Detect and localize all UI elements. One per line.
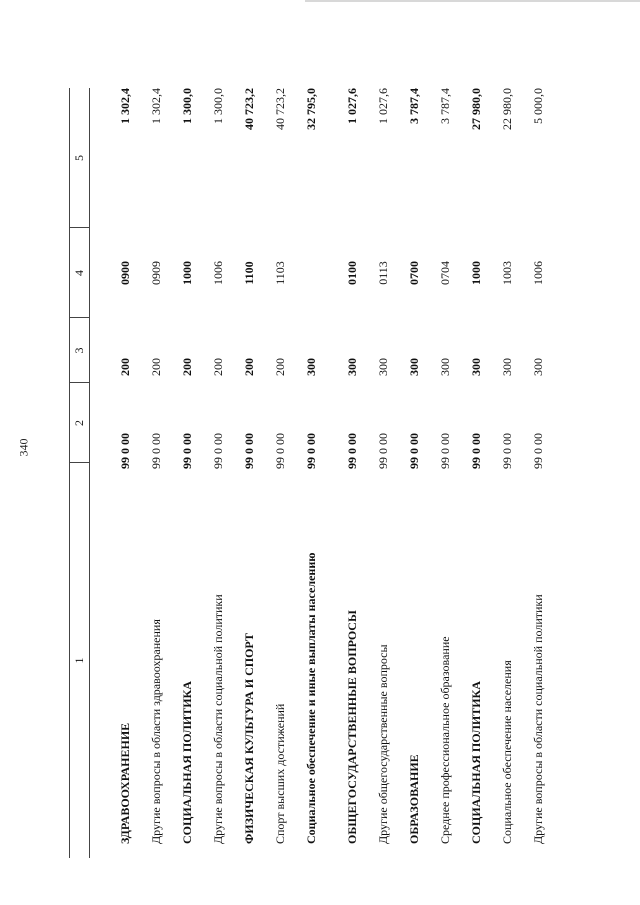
- row-vr: 300: [304, 358, 318, 376]
- row-name: ЗДРАВООХРАНЕНИЕ: [118, 722, 132, 844]
- row-rzpr: 1103: [273, 261, 287, 285]
- row-name: Социальное обеспечение и иные выплаты населению: [304, 552, 318, 844]
- table-row: [342, 88, 362, 858]
- table-row: [301, 88, 321, 858]
- row-sum: 40 723,2: [242, 88, 256, 130]
- row-vr: 300: [407, 358, 421, 376]
- row-sum: 1 300,0: [180, 88, 194, 124]
- table-row: [435, 88, 455, 858]
- row-csr: 99 0 00: [438, 433, 452, 469]
- table-row: [497, 88, 517, 858]
- row-sum: 1 302,4: [149, 88, 163, 124]
- row-csr: 99 0 00: [345, 433, 359, 469]
- row-name: ФИЗИЧЕСКАЯ КУЛЬТУРА И СПОРТ: [242, 633, 256, 844]
- row-name: Спорт высших достижений: [273, 703, 287, 844]
- header-col-5: 5: [72, 155, 86, 161]
- row-rzpr: 1000: [180, 261, 194, 285]
- row-rzpr: 0100: [345, 261, 359, 285]
- row-vr: 300: [438, 358, 452, 376]
- row-vr: 200: [273, 358, 287, 376]
- row-vr: 200: [180, 358, 194, 376]
- row-rzpr: 1006: [211, 261, 225, 285]
- row-vr: 300: [469, 358, 483, 376]
- row-csr: 99 0 00: [273, 433, 287, 469]
- row-sum: 3 787,4: [438, 88, 452, 124]
- row-rzpr: 1006: [531, 261, 545, 285]
- row-vr: 300: [500, 358, 514, 376]
- row-sum: 1 302,4: [118, 88, 132, 124]
- table-row: [146, 88, 166, 858]
- row-vr: 200: [211, 358, 225, 376]
- table-row: [466, 88, 486, 858]
- header-bottom-border: [89, 88, 90, 858]
- row-vr: 300: [531, 358, 545, 376]
- row-csr: 99 0 00: [376, 433, 390, 469]
- row-name: Другие вопросы в области социальной политики: [531, 594, 545, 844]
- row-csr: 99 0 00: [149, 433, 163, 469]
- row-rzpr: 1003: [500, 261, 514, 285]
- row-csr: 99 0 00: [531, 433, 545, 469]
- row-name: СОЦИАЛЬНАЯ ПОЛИТИКА: [180, 681, 194, 844]
- row-vr: 300: [345, 358, 359, 376]
- row-name: СОЦИАЛЬНАЯ ПОЛИТИКА: [469, 681, 483, 844]
- row-sum: 1 300,0: [211, 88, 225, 124]
- row-csr: 99 0 00: [407, 433, 421, 469]
- table-row: [177, 88, 197, 858]
- table-row: [404, 88, 424, 858]
- table-row: [239, 88, 259, 858]
- row-sum: 40 723,2: [273, 88, 287, 130]
- header-col-4: 4: [72, 270, 86, 276]
- row-name: Другие вопросы в области социальной политики: [211, 594, 225, 844]
- row-vr: 200: [242, 358, 256, 376]
- row-name: Другие вопросы в области здравоохранения: [149, 619, 163, 844]
- row-csr: 99 0 00: [469, 433, 483, 469]
- row-csr: 99 0 00: [118, 433, 132, 469]
- row-sum: 32 795,0: [304, 88, 318, 130]
- table-row: [270, 88, 290, 858]
- header-col-3: 3: [72, 347, 86, 354]
- scan-edge-line: [305, 0, 640, 2]
- table-row: [528, 88, 548, 858]
- row-name: ОБЩЕГОСУДАРСТВЕННЫЕ ВОПРОСЫ: [345, 610, 359, 844]
- header-col-2: 2: [72, 420, 86, 426]
- row-sum: 27 980,0: [469, 88, 483, 130]
- row-rzpr: 0113: [376, 261, 390, 285]
- row-sum: 3 787,4: [407, 88, 421, 124]
- row-vr: 200: [118, 358, 132, 376]
- row-csr: 99 0 00: [211, 433, 225, 469]
- row-sum: 5 000,0: [531, 88, 545, 124]
- budget-table: [69, 88, 574, 858]
- table-row: [208, 88, 228, 858]
- row-sum: 22 980,0: [500, 88, 514, 130]
- table-row: [373, 88, 393, 858]
- row-vr: 300: [376, 358, 390, 376]
- row-rzpr: 0704: [438, 261, 452, 285]
- row-name: Среднее профессиональное образование: [438, 636, 452, 844]
- row-sum: 1 027,6: [376, 88, 390, 124]
- row-name: Социальное обеспечение населения: [500, 660, 514, 844]
- row-csr: 99 0 00: [180, 433, 194, 469]
- row-csr: 99 0 00: [304, 433, 318, 469]
- row-rzpr: 1100: [242, 261, 256, 285]
- row-rzpr: 0900: [118, 261, 132, 285]
- row-csr: 99 0 00: [500, 433, 514, 469]
- row-csr: 99 0 00: [242, 433, 256, 469]
- row-rzpr: 0700: [407, 261, 421, 285]
- page-number: 340: [16, 438, 31, 457]
- row-rzpr: 0909: [149, 261, 163, 285]
- row-name: Другие общегосударственные вопросы: [376, 644, 390, 844]
- table-row: [115, 88, 135, 858]
- row-name: ОБРАЗОВАНИЕ: [407, 754, 421, 844]
- row-sum: 1 027,6: [345, 88, 359, 124]
- row-rzpr: 1000: [469, 261, 483, 285]
- header-col-1: 1: [72, 657, 86, 664]
- row-vr: 200: [149, 358, 163, 376]
